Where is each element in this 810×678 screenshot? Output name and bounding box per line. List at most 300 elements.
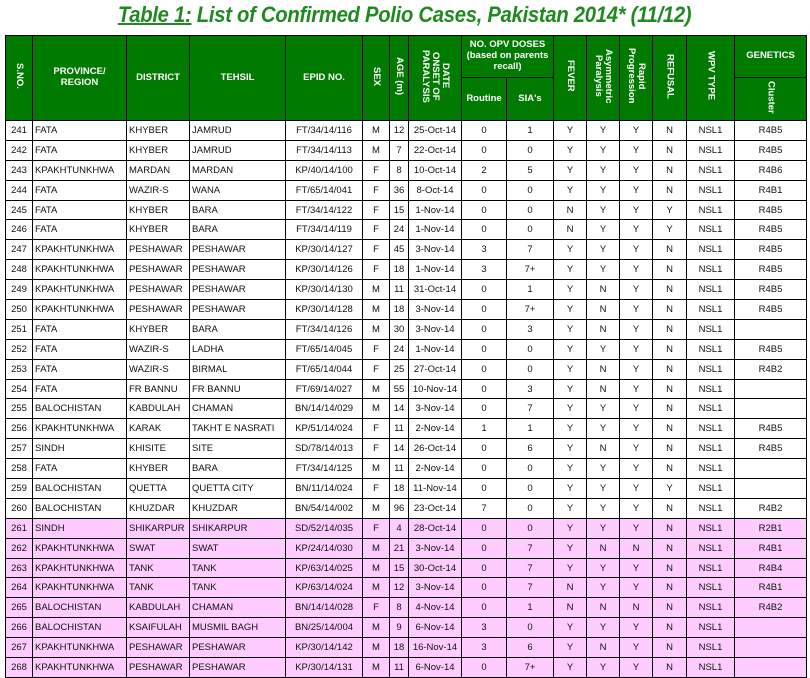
cell-fever: Y [554, 260, 587, 280]
cell-wpv-type: NSL1 [687, 160, 735, 180]
cell-tehsil: PESHAWAR [190, 240, 286, 260]
cell-cluster [735, 618, 807, 638]
cell-age: 12 [390, 121, 409, 141]
cell-sias: 3 [507, 319, 554, 339]
cell-fever: Y [554, 658, 587, 678]
cell-date-onset: 30-Oct-14 [409, 558, 462, 578]
cell-sias: 0 [507, 618, 554, 638]
cell-refusal: N [653, 419, 687, 439]
table-row [6, 200, 807, 220]
cell-rapid: Y [620, 439, 653, 459]
cell-wpv-type: NSL1 [687, 121, 735, 141]
cell-asymmetric: N [587, 300, 620, 320]
cell-refusal: N [653, 240, 687, 260]
cell-rapid: N [620, 538, 653, 558]
cell-wpv-type: NSL1 [687, 339, 735, 359]
cell-sex: M [363, 379, 390, 399]
table-row [6, 638, 807, 658]
table-row [6, 319, 807, 339]
header-fever: FEVER [554, 36, 587, 121]
cell-fever: Y [554, 300, 587, 320]
cell-fever: Y [554, 359, 587, 379]
cell-routine: 0 [462, 339, 507, 359]
cell-sias: 6 [507, 638, 554, 658]
cell-date-onset: 3-Nov-14 [409, 578, 462, 598]
cell-age: 15 [390, 558, 409, 578]
cell-epid: FT/34/14/125 [286, 459, 363, 479]
cell-fever: N [554, 578, 587, 598]
cell-refusal: N [653, 658, 687, 678]
cell-wpv-type: NSL1 [687, 518, 735, 538]
cell-tehsil: PESHAWAR [190, 638, 286, 658]
cell-district: KHYBER [127, 200, 190, 220]
cell-date-onset: 3-Nov-14 [409, 538, 462, 558]
cell-routine: 0 [462, 479, 507, 499]
cell-epid: KP/30/14/126 [286, 260, 363, 280]
cell-wpv-type: NSL1 [687, 140, 735, 160]
cell-age: 11 [390, 658, 409, 678]
cell-province: FATA [33, 220, 127, 240]
table-row [6, 558, 807, 578]
page-title [118, 2, 691, 28]
table-row [6, 339, 807, 359]
cell-asymmetric: N [587, 598, 620, 618]
cell-rapid: Y [620, 379, 653, 399]
cell-wpv-type: NSL1 [687, 618, 735, 638]
cell-wpv-type: NSL1 [687, 220, 735, 240]
cell-fever: Y [554, 459, 587, 479]
cell-province: BALOCHISTAN [33, 479, 127, 499]
cell-date-onset: 1-Nov-14 [409, 260, 462, 280]
cell-epid: KP/63/14/025 [286, 558, 363, 578]
cell-cluster: R4B5 [735, 220, 807, 240]
cell-sno: 254 [6, 379, 33, 399]
cell-date-onset: 1-Nov-14 [409, 339, 462, 359]
cell-province: FATA [33, 121, 127, 141]
table-number: Table 1: [118, 2, 192, 27]
cell-sex: M [363, 319, 390, 339]
cell-sias: 5 [507, 160, 554, 180]
cell-asymmetric: Y [587, 160, 620, 180]
cell-sias: 0 [507, 140, 554, 160]
cell-sias: 7 [507, 558, 554, 578]
cell-district: KABDULAH [127, 598, 190, 618]
cell-tehsil: SWAT [190, 538, 286, 558]
cell-refusal: N [653, 260, 687, 280]
cell-refusal: N [653, 140, 687, 160]
cell-cluster: R4B5 [735, 339, 807, 359]
cell-refusal: Y [653, 220, 687, 240]
table-row [6, 419, 807, 439]
cell-asymmetric: N [587, 359, 620, 379]
cell-wpv-type: NSL1 [687, 379, 735, 399]
header-asymmetric-paralysis: Asymmetric Paralysis [587, 36, 620, 121]
table-row [6, 538, 807, 558]
table-row [6, 379, 807, 399]
cell-age: 18 [390, 300, 409, 320]
cell-age: 25 [390, 359, 409, 379]
cell-rapid: Y [620, 578, 653, 598]
cell-date-onset: 3-Nov-14 [409, 399, 462, 419]
cell-tehsil: PESHAWAR [190, 300, 286, 320]
cell-refusal: N [653, 379, 687, 399]
cell-cluster: R4B5 [735, 419, 807, 439]
cell-rapid: Y [620, 180, 653, 200]
cell-tehsil: SITE [190, 439, 286, 459]
cell-asymmetric: Y [587, 658, 620, 678]
cell-sno: 247 [6, 240, 33, 260]
cell-date-onset: 16-Nov-14 [409, 638, 462, 658]
cell-epid: FT/69/14/027 [286, 379, 363, 399]
cell-district: PESHAWAR [127, 658, 190, 678]
cell-cluster: R4B5 [735, 121, 807, 141]
cell-province: KPAKHTUNKHWA [33, 160, 127, 180]
cell-epid: BN/25/14/004 [286, 618, 363, 638]
cell-date-onset: 2-Nov-14 [409, 419, 462, 439]
cell-district: SHIKARPUR [127, 518, 190, 538]
cell-date-onset: 10-Oct-14 [409, 160, 462, 180]
header-sias: SIA's [507, 78, 554, 121]
cell-sex: F [363, 200, 390, 220]
table-row [6, 140, 807, 160]
cell-sex: M [363, 498, 390, 518]
table-row [6, 121, 807, 141]
cell-sex: F [363, 518, 390, 538]
cell-sno: 241 [6, 121, 33, 141]
cell-sias: 6 [507, 439, 554, 459]
table-row [6, 220, 807, 240]
cell-district: WAZIR-S [127, 359, 190, 379]
cell-routine: 3 [462, 618, 507, 638]
cell-epid: KP/30/14/131 [286, 658, 363, 678]
cell-cluster [735, 459, 807, 479]
cell-sias: 1 [507, 419, 554, 439]
cell-routine: 0 [462, 200, 507, 220]
cell-refusal: N [653, 618, 687, 638]
cell-sno: 258 [6, 459, 33, 479]
cell-routine: 0 [462, 180, 507, 200]
cell-sex: M [363, 121, 390, 141]
cell-date-onset: 26-Oct-14 [409, 439, 462, 459]
cell-epid: KP/24/14/030 [286, 538, 363, 558]
cell-age: 4 [390, 518, 409, 538]
cell-date-onset: 4-Nov-14 [409, 598, 462, 618]
table-row [6, 260, 807, 280]
cell-epid: KP/30/14/130 [286, 280, 363, 300]
cell-district: PESHAWAR [127, 260, 190, 280]
cell-epid: BN/11/14/024 [286, 479, 363, 499]
cell-date-onset: 2-Nov-14 [409, 459, 462, 479]
cell-sex: F [363, 339, 390, 359]
cell-fever: Y [554, 140, 587, 160]
cell-cluster: R4B5 [735, 439, 807, 459]
cell-sias: 7 [507, 538, 554, 558]
table-row [6, 359, 807, 379]
cell-wpv-type: NSL1 [687, 459, 735, 479]
header-wpv-type: WPV TYPE [687, 36, 735, 121]
cell-age: 11 [390, 459, 409, 479]
cell-date-onset: 31-Oct-14 [409, 280, 462, 300]
cell-sno: 256 [6, 419, 33, 439]
cell-rapid: Y [620, 260, 653, 280]
cell-tehsil: KHUZDAR [190, 498, 286, 518]
cell-sno: 267 [6, 638, 33, 658]
cell-province: KPAKHTUNKHWA [33, 538, 127, 558]
cell-sno: 242 [6, 140, 33, 160]
cell-cluster: R4B1 [735, 538, 807, 558]
cell-asymmetric: Y [587, 121, 620, 141]
cell-cluster: R4B5 [735, 200, 807, 220]
cell-sex: F [363, 419, 390, 439]
cell-asymmetric: N [587, 379, 620, 399]
cell-sno: 245 [6, 200, 33, 220]
header-cluster: Cluster [735, 78, 807, 121]
table-row [6, 578, 807, 598]
cell-refusal: N [653, 160, 687, 180]
table-header [6, 36, 807, 121]
cell-rapid: Y [620, 658, 653, 678]
cell-province: KPAKHTUNKHWA [33, 280, 127, 300]
cell-sex: F [363, 598, 390, 618]
cell-routine: 3 [462, 240, 507, 260]
header-date-onset: DATE ONSET OF PARALYSIS [409, 36, 462, 121]
cell-cluster [735, 319, 807, 339]
cell-fever: Y [554, 618, 587, 638]
cell-fever: Y [554, 160, 587, 180]
cell-fever: Y [554, 558, 587, 578]
cell-refusal: N [653, 180, 687, 200]
cell-epid: FT/34/14/113 [286, 140, 363, 160]
cell-refusal: Y [653, 200, 687, 220]
header-tehsil: TEHSIL [190, 36, 286, 121]
cell-province: BALOCHISTAN [33, 399, 127, 419]
cell-sno: 264 [6, 578, 33, 598]
cell-asymmetric: Y [587, 399, 620, 419]
cell-sno: 262 [6, 538, 33, 558]
table-row [6, 399, 807, 419]
cell-cluster: R4B2 [735, 598, 807, 618]
cell-wpv-type: NSL1 [687, 180, 735, 200]
cell-wpv-type: NSL1 [687, 598, 735, 618]
cell-wpv-type: NSL1 [687, 578, 735, 598]
table-row [6, 479, 807, 499]
cell-cluster [735, 638, 807, 658]
cell-sex: F [363, 359, 390, 379]
cell-sno: 260 [6, 498, 33, 518]
cell-tehsil: BARA [190, 319, 286, 339]
cell-epid: FT/34/14/116 [286, 121, 363, 141]
cell-tehsil: CHAMAN [190, 399, 286, 419]
cell-asymmetric: Y [587, 260, 620, 280]
cell-fever: Y [554, 638, 587, 658]
cell-asymmetric: Y [587, 140, 620, 160]
cell-district: SWAT [127, 538, 190, 558]
cell-cluster: R4B5 [735, 300, 807, 320]
cell-fever: Y [554, 399, 587, 419]
cell-rapid: Y [620, 339, 653, 359]
cell-province: SINDH [33, 518, 127, 538]
cell-fever: N [554, 598, 587, 618]
cell-tehsil: PESHAWAR [190, 260, 286, 280]
cell-province: KPAKHTUNKHWA [33, 658, 127, 678]
header-rapid-progression: Rapid Progression [620, 36, 653, 121]
cell-asymmetric: Y [587, 200, 620, 220]
cell-epid: KP/51/14/024 [286, 419, 363, 439]
cell-refusal: N [653, 518, 687, 538]
cell-cluster [735, 399, 807, 419]
cell-sex: M [363, 658, 390, 678]
cell-fever: Y [554, 419, 587, 439]
cell-sias: 7+ [507, 260, 554, 280]
cell-tehsil: SHIKARPUR [190, 518, 286, 538]
cell-refusal: N [653, 578, 687, 598]
cell-sex: M [363, 300, 390, 320]
cell-fever: Y [554, 439, 587, 459]
cell-province: FATA [33, 459, 127, 479]
cell-routine: 0 [462, 121, 507, 141]
cell-epid: KP/30/14/142 [286, 638, 363, 658]
cell-rapid: Y [620, 558, 653, 578]
cell-tehsil: JAMRUD [190, 140, 286, 160]
cell-routine: 3 [462, 260, 507, 280]
table-row [6, 240, 807, 260]
title-bar [0, 0, 810, 36]
cell-asymmetric: Y [587, 220, 620, 240]
cell-asymmetric: N [587, 638, 620, 658]
cell-sias: 1 [507, 598, 554, 618]
cell-sno: 255 [6, 399, 33, 419]
cell-refusal: N [653, 459, 687, 479]
cell-fever: Y [554, 121, 587, 141]
cell-routine: 0 [462, 538, 507, 558]
cell-district: TANK [127, 578, 190, 598]
cell-rapid: Y [620, 518, 653, 538]
cell-routine: 0 [462, 300, 507, 320]
cell-wpv-type: NSL1 [687, 638, 735, 658]
cell-refusal: N [653, 558, 687, 578]
cell-wpv-type: NSL1 [687, 260, 735, 280]
cell-routine: 0 [462, 518, 507, 538]
table-row [6, 459, 807, 479]
cell-sno: 265 [6, 598, 33, 618]
cell-routine: 1 [462, 419, 507, 439]
cell-rapid: Y [620, 638, 653, 658]
cell-sias: 0 [507, 459, 554, 479]
cell-date-onset: 22-Oct-14 [409, 140, 462, 160]
cell-sias: 0 [507, 220, 554, 240]
cell-epid: KP/30/14/128 [286, 300, 363, 320]
cell-routine: 3 [462, 638, 507, 658]
cell-province: FATA [33, 180, 127, 200]
cell-rapid: Y [620, 319, 653, 339]
cell-sias: 0 [507, 479, 554, 499]
cell-refusal: Y [653, 479, 687, 499]
cell-epid: BN/54/14/002 [286, 498, 363, 518]
cell-asymmetric: Y [587, 240, 620, 260]
cell-sex: M [363, 618, 390, 638]
cell-age: 12 [390, 578, 409, 598]
cell-district: PESHAWAR [127, 240, 190, 260]
cell-sex: M [363, 399, 390, 419]
cell-wpv-type: NSL1 [687, 498, 735, 518]
table-row [6, 498, 807, 518]
cell-routine: 0 [462, 140, 507, 160]
cell-sex: F [363, 240, 390, 260]
cell-district: KHYBER [127, 220, 190, 240]
cell-date-onset: 11-Nov-14 [409, 479, 462, 499]
cell-wpv-type: NSL1 [687, 280, 735, 300]
cell-cluster [735, 658, 807, 678]
cell-routine: 0 [462, 359, 507, 379]
cell-sno: 257 [6, 439, 33, 459]
cell-province: FATA [33, 379, 127, 399]
cell-district: KHYBER [127, 319, 190, 339]
cell-district: TANK [127, 558, 190, 578]
cell-age: 18 [390, 479, 409, 499]
cell-tehsil: BARA [190, 200, 286, 220]
table-body [6, 121, 807, 678]
cell-cluster: R4B4 [735, 558, 807, 578]
cell-fever: Y [554, 498, 587, 518]
cell-refusal: N [653, 399, 687, 419]
cell-cluster: R4B5 [735, 280, 807, 300]
cell-cluster: R4B2 [735, 498, 807, 518]
cell-sno: 248 [6, 260, 33, 280]
header-epid: EPID NO. [286, 36, 363, 121]
cell-epid: BN/14/14/028 [286, 598, 363, 618]
cell-routine: 0 [462, 319, 507, 339]
cell-sex: F [363, 180, 390, 200]
header-district: DISTRICT [127, 36, 190, 121]
cell-sno: 268 [6, 658, 33, 678]
cell-sno: 253 [6, 359, 33, 379]
cell-age: 14 [390, 399, 409, 419]
cell-sias: 0 [507, 359, 554, 379]
cell-tehsil: BARA [190, 459, 286, 479]
cell-wpv-type: NSL1 [687, 200, 735, 220]
cell-wpv-type: NSL1 [687, 439, 735, 459]
cell-routine: 2 [462, 160, 507, 180]
cell-sex: M [363, 558, 390, 578]
cell-province: KPAKHTUNKHWA [33, 558, 127, 578]
cell-sno: 249 [6, 280, 33, 300]
cell-district: QUETTA [127, 479, 190, 499]
cell-sno: 266 [6, 618, 33, 638]
cell-refusal: N [653, 319, 687, 339]
cell-asymmetric: Y [587, 518, 620, 538]
table-row [6, 598, 807, 618]
cell-refusal: N [653, 498, 687, 518]
cell-epid: KP/30/14/127 [286, 240, 363, 260]
cell-routine: 0 [462, 658, 507, 678]
cell-sex: F [363, 479, 390, 499]
header-routine: Routine [462, 78, 507, 121]
cell-asymmetric: Y [587, 498, 620, 518]
cell-age: 18 [390, 638, 409, 658]
cell-refusal: N [653, 538, 687, 558]
cell-tehsil: FR BANNU [190, 379, 286, 399]
cell-province: KPAKHTUNKHWA [33, 260, 127, 280]
cell-rapid: Y [620, 479, 653, 499]
cell-epid: SD/52/14/035 [286, 518, 363, 538]
cell-fever: Y [554, 479, 587, 499]
cell-refusal: N [653, 280, 687, 300]
cell-wpv-type: NSL1 [687, 479, 735, 499]
cell-date-onset: 1-Nov-14 [409, 220, 462, 240]
cell-sex: M [363, 140, 390, 160]
cell-epid: FT/34/14/122 [286, 200, 363, 220]
cell-district: WAZIR-S [127, 180, 190, 200]
